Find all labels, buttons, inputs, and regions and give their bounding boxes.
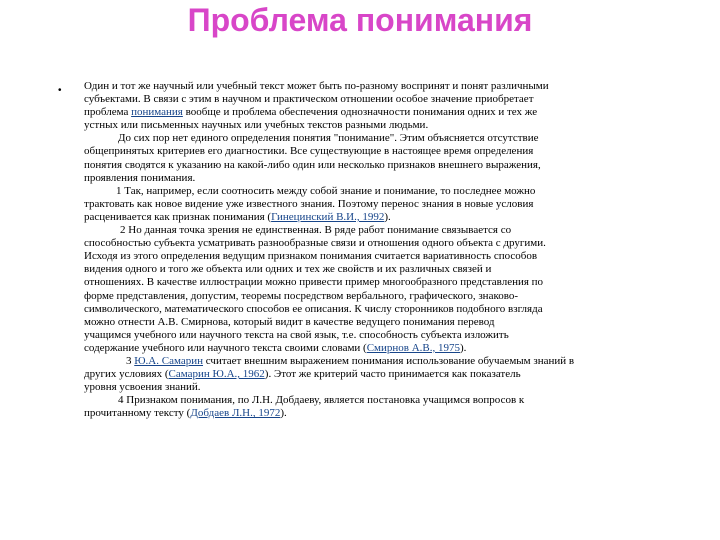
paragraph-1-line (84, 106, 678, 119)
paragraph-4-line: 2 Но данная точка зрения не единственная. В ряде работ понимание связывается со (120, 224, 512, 237)
text-fragment: проблема (84, 106, 132, 119)
paragraph-4-line: Исходя из этого определения ведущим признаком понимания считается вариативность способов (84, 250, 538, 263)
link-ponimaniya[interactable]: понимания (131, 106, 183, 119)
paragraph-2-line: проявления понимания. (84, 171, 196, 184)
text-fragment: ). (280, 407, 287, 420)
paragraph-2-line: общепринятых критериев его диагностики. Все существующие в настоящее время определения (84, 145, 534, 158)
paragraph-3-line: 1 Так, например, если соотносить между собой знание и понимание, то последнее можно (116, 184, 536, 197)
bullet-marker: • (58, 85, 62, 96)
slide-body-text (84, 80, 678, 420)
author-link-samarin[interactable]: Ю.А. Самарин (134, 354, 204, 367)
paragraph-3-line (84, 211, 678, 224)
text-fragment: 3 (126, 354, 135, 367)
text-fragment: других условиях ( (84, 368, 169, 381)
paragraph-1-line: субъектами. В связи с этим в научном и практическом отношении особое значение приобретает (84, 93, 534, 106)
paragraph-1-line: Один и тот же научный или учебный текст может быть по-разному воспринят и понят различными (84, 80, 549, 92)
citation-link-ginetsinsky[interactable]: Гинецинский В.И., 1992 (271, 210, 385, 223)
slide-title: Проблема понимания (187, 2, 533, 38)
paragraph-5-line: уровня усвоения знаний. (84, 381, 201, 394)
paragraph-2-line: понятия сводятся к указанию на какой-либо один или несколько признаков внешнего выражения, (84, 158, 541, 171)
paragraph-4-line: способностью субъекта усматривать разнообразные связи и отношения одного объекта с другими. (84, 237, 546, 250)
paragraph-1-line: устных или письменных научных или учебных текстов разными людьми. (84, 119, 429, 132)
paragraph-6-line (84, 407, 678, 420)
text-fragment: ). (460, 341, 467, 354)
paragraph-4-line: учащимся учебного или научного текста на свой язык, т.е. способность субъекта изложить (84, 328, 509, 341)
text-fragment: считает внешним выражением понимания использование обучаемым знаний в (203, 354, 575, 367)
paragraph-2-line: До сих пор нет единого определения понятия "понимание". Этим объясняется отсутствие (118, 132, 539, 145)
paragraph-5-line (84, 355, 678, 368)
paragraph-5-line (84, 368, 678, 381)
text-fragment: содержание учебного или научного текста своими словами ( (84, 341, 367, 354)
citation-link-dobdaev[interactable]: Добдаев Л.Н., 1972 (190, 407, 281, 420)
paragraph-3-line: трактовать как новое видение уже известного знания. Поэтому перенос знания в новые условия (84, 197, 534, 210)
citation-link-samarin[interactable]: Самарин Ю.А., 1962 (168, 368, 265, 381)
text-fragment: ). (384, 210, 391, 223)
paragraph-6-line: 4 Признаком понимания, по Л.Н. Добдаеву, является постановка учащимся вопросов к (118, 394, 525, 407)
paragraph-4-line: отношениях. В качестве иллюстрации можно привести пример многообразного представления по (84, 276, 544, 289)
paragraph-4-line: можно отнести А.В. Смирнова, который видит в качестве ведущего понимания перевод (84, 315, 495, 328)
text-fragment: вообще и проблема обеспечения однозначности понимания одних и тех же (182, 106, 538, 119)
citation-link-smirnov[interactable]: Смирнов А.В., 1975 (366, 341, 461, 354)
paragraph-4-line (84, 342, 678, 355)
text-fragment: расценивается как признак понимания ( (84, 210, 272, 223)
paragraph-4-line: видения одного и того же объекта или одних и тех же свойств и их различных связей и (84, 263, 492, 276)
paragraph-4-line: форме представления, допустим, теоремы посредством вербального, графического, знаково- (84, 289, 519, 302)
text-fragment: прочитанному тексту ( (84, 407, 191, 420)
text-fragment: ). Этот же критерий часто принимается как показатель (264, 368, 521, 381)
paragraph-4-line: символического, математического способов ее описания. К числу сторонников подобного взгляда (84, 302, 543, 315)
